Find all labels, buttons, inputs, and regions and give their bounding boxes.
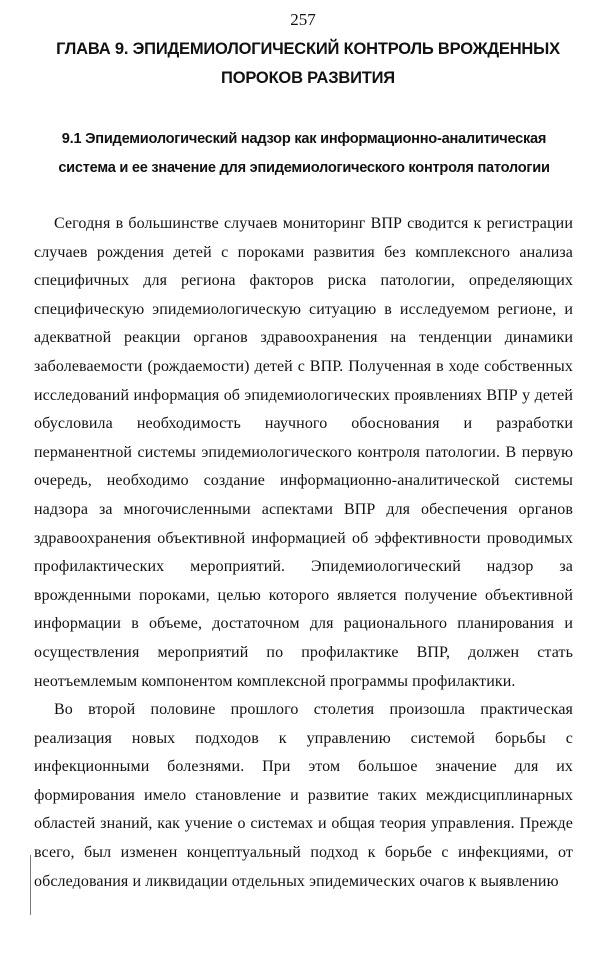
paragraph-2: Во второй половине прошлого столетия произошла практическая реализация новых подходов к управлению системой борьбы с инфекционными болезнями. При этом большое значение для их формирования имело становление и развитие таких междисциплинарных областей знаний, как учение о системах и общая теория управления. Прежде всего, был изменен концептуальный подход к борьбе с инфекциями, от обследования и ликвидации отдельных эпидемических очагов к выявлению [34, 701, 573, 890]
chapter-title: ГЛАВА 9. ЭПИДЕМИОЛОГИЧЕСКИЙ КОНТРОЛЬ ВРОЖДЕННЫХ ПОРОКОВ РАЗВИТИЯ [56, 40, 560, 87]
paragraph-1: Сегодня в большинстве случаев мониторинг ВПР сводится к регистрации случаев рождения детей с пороками развития без комплексного анализа специфичных для региона факторов риска патологии, определяющих специфическую эпидемиологическую ситуацию в исследуемом регионе, и адекватной реакции органов здравоохранения на тенденции динамики заболеваемости (рождаемости) детей с ВПР. Полученная в ходе собственных исследований информация об эпидемиологических проявлениях ВПР у детей обусловила необходимость научного обоснования и разработки перманентной системы эпидемиологического контроля патологии. В первую очередь, необходимо создание информационно-аналитической системы надзора за многочисленными аспектами ВПР для обеспечения органов здравоохранения объективной информацией об эффективности проводимых профилактических мероприятий. Эпидемиологический надзор за врожденными пороками, целью которого является получение объективной информации в объеме, достаточном для рационального планирования и осуществления мероприятий по профилактике ВПР, должен стать неотъемлемым компонентом комплексной программы профилактики. [34, 215, 573, 690]
page-number: 257 [290, 10, 316, 29]
scan-margin-line [30, 855, 31, 915]
body-text [34, 210, 573, 896]
section-title: 9.1 Эпидемиологический надзор как информационно-аналитическая система и ее значение для эпидемиологического контроля патологии [58, 131, 550, 176]
